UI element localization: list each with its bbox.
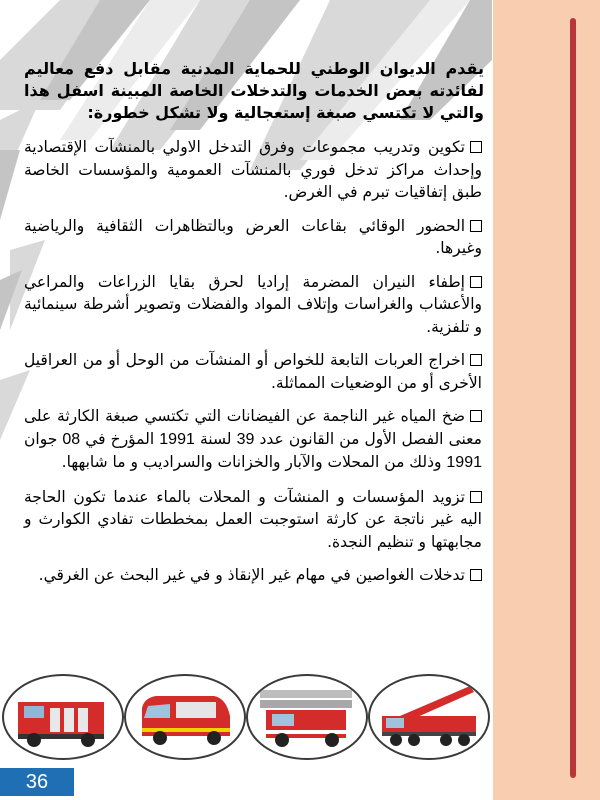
service-item xyxy=(24,405,484,475)
service-text: الحضور الوقائي بقاعات العرض وبالتظاهرات الثقافية والرياضية وغيرها. xyxy=(24,216,482,257)
crane-truck-photo xyxy=(368,674,490,760)
service-item xyxy=(24,349,484,394)
service-text-part: ضخ المياه غير الناجمة عن الفيضانات التي تكتسي صبغة الكارثة على معنى الفصل الأول من القانون عدد xyxy=(24,407,482,448)
fire-trucks-strip xyxy=(0,674,500,760)
side-accent-bar xyxy=(570,18,576,778)
crane-truck-icon xyxy=(370,676,488,758)
fire-truck-photo xyxy=(2,674,124,760)
service-text-part: المؤرخ في xyxy=(85,429,155,448)
intro-paragraph: يقدم الديوان الوطني للحماية المدنية مقابل دفع معاليم لفائدته بعض الخدمات والتدخلات الخاصة المبينة اسفل هذا والتي لا تكتسي صبغة إستعجالية ولا تشكل خطورة: xyxy=(24,59,484,122)
law-day: 08 xyxy=(62,430,81,448)
service-text: تدخلات الغواصين في مهام غير الإنقاذ و في غير البحث عن الغرقي. xyxy=(38,566,465,584)
checkbox-bullet-icon xyxy=(470,141,482,153)
service-text: اخراج العربات التابعة للخواص أو المنشآت من الوحل أو من العراقيل الأخرى أو من الوضعيات المماثلة. xyxy=(24,351,482,392)
service-item xyxy=(24,215,484,260)
service-text: تكوين وتدريب مجموعات وفرق التدخل الاولي بالمنشآت الإقتصادية وإحداث مراكز تدخل فوري بالمنشآت العمومية والمؤسسات الخاصة طبق إتفاقيات تبرم في الغرض. xyxy=(24,138,482,201)
checkbox-bullet-icon xyxy=(470,276,482,288)
side-panel xyxy=(493,0,600,800)
checkbox-bullet-icon xyxy=(470,491,482,503)
law-year-2: 1991 xyxy=(446,454,482,471)
service-item xyxy=(24,564,484,587)
ambulance-van-icon xyxy=(126,676,244,758)
checkbox-bullet-icon xyxy=(470,354,482,366)
ambulance-van-photo xyxy=(124,674,246,760)
law-number: 39 xyxy=(236,430,255,448)
checkbox-bullet-icon xyxy=(470,220,482,232)
service-text-part: لسنة xyxy=(199,429,232,448)
service-item xyxy=(24,136,484,204)
law-year: 1991 xyxy=(159,430,195,448)
service-item xyxy=(24,486,484,554)
page-number: 36 xyxy=(0,768,74,796)
checkbox-bullet-icon xyxy=(470,410,482,422)
service-text-part: جوان xyxy=(24,429,58,448)
fire-truck-icon xyxy=(4,676,122,758)
ladder-truck-icon xyxy=(248,676,366,758)
checkbox-bullet-icon xyxy=(470,569,482,581)
services-content xyxy=(24,58,484,598)
service-item xyxy=(24,271,484,339)
service-text: إطفاء النيران المضرمة إراديا لحرق بقايا الزراعات والمراعي والأعشاب والغراسات وإتلاف المواد والفضلات وتصوير أشرطة سينمائية و تلفزية. xyxy=(24,272,482,336)
service-text-part: وذلك من المحلات والآبار والخزانات والسراديب و ما شابهها. xyxy=(61,453,442,471)
service-text: تزويد المؤسسات و المنشآت و المحلات بالماء عندما تكون الحاجة اليه غير ناتجة عن كارثة استوجبت العمل بمخططات تفادي الكوارث و مجابهتها و تنظيم النجدة. xyxy=(24,487,482,551)
ladder-truck-photo xyxy=(246,674,368,760)
